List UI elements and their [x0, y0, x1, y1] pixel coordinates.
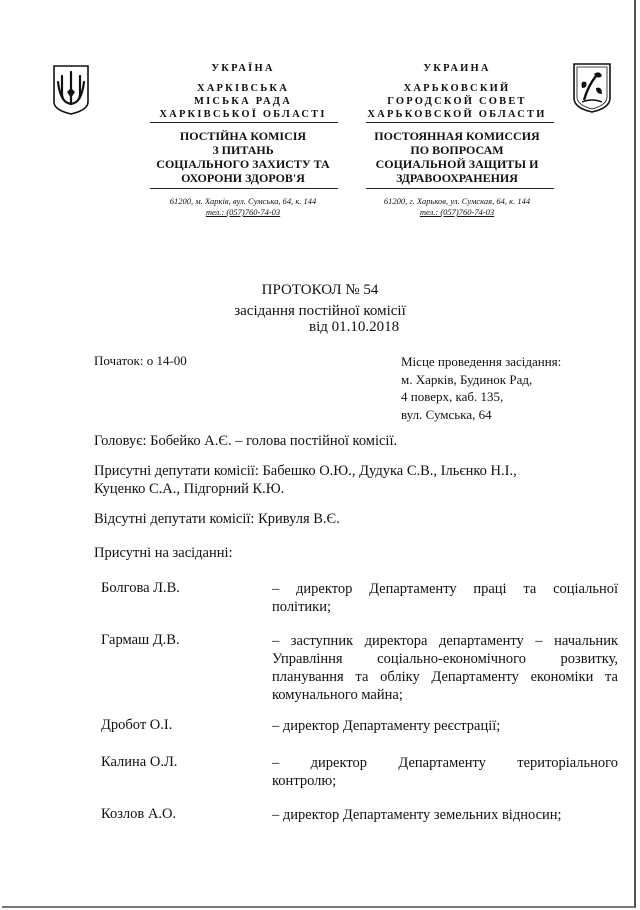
attendee-role-line: контролю; — [272, 773, 337, 789]
meeting-place-line: вул. Сумська, 64 — [401, 406, 492, 422]
attendee-role-line: планування та обліку Департаменту економіки та — [272, 669, 618, 685]
header-ru-commission-1: ПОСТОЯННАЯ КОМИССИЯ — [374, 129, 540, 143]
attendee-role-line: Управління соціально-економічного розвитку, — [272, 651, 618, 667]
header-ua-commission-3: СОЦІАЛЬНОГО ЗАХИСТУ ТА — [156, 157, 330, 171]
present-deputies-line: Присутні депутати комісії: Бабешко О.Ю., Дудука С.В., Ільєнко Н.І., — [94, 463, 517, 479]
kharkiv-emblem-icon — [572, 62, 612, 119]
attendee-role — [272, 717, 618, 735]
header-ru-country: УКРАИНА — [423, 63, 491, 74]
attendee-name: Болгова Л.В. — [101, 580, 180, 596]
attendee-role-line: – заступник директора департаменту – начальник — [272, 633, 618, 649]
header-ru-divider-2 — [366, 188, 554, 189]
attendee-role — [272, 806, 618, 824]
present-deputies-line: Куценко С.А., Підгорний К.Ю. — [94, 481, 285, 497]
header-ru-council-2: ГОРОДСКОЙ СОВЕТ — [387, 96, 527, 107]
header-ua-commission-4: ОХОРОНИ ЗДОРОВ'Я — [181, 171, 305, 185]
absent-deputies: Відсутні депутати комісії: Кривуля В.Є. — [94, 511, 340, 527]
header-ua-address: 61200, м. Харків, вул. Сумська, 64, к. 144 — [169, 196, 317, 206]
protocol-date: від 01.10.2018 — [309, 319, 400, 335]
header-ua-divider-1 — [150, 122, 338, 123]
trident-emblem-icon — [52, 64, 90, 121]
header-ru-address: 61200, г. Харьков, ул. Сумская, 64, к. 144 — [383, 196, 531, 206]
header-ru-divider-1 — [366, 122, 554, 123]
present-deputies — [94, 462, 624, 498]
header-ru-commission-4: ЗДРАВООХРАНЕНИЯ — [396, 171, 518, 185]
header-ua-country: УКРАЇНА — [211, 63, 275, 74]
attendee-role-line: комунального майна; — [272, 687, 403, 703]
attendee-role-line: – директор Департаменту реєстрації; — [272, 718, 501, 734]
attendee-role — [272, 580, 618, 616]
protocol-subtitle: засідання постійної комісії — [234, 303, 406, 319]
header-ua-council-3: ХАРКІВСЬКОЇ ОБЛАСТІ — [159, 109, 327, 120]
attendee-role — [272, 632, 618, 704]
header-ua-council-1: ХАРКІВСЬКА — [196, 83, 289, 94]
header-ua-divider-2 — [150, 188, 338, 189]
header-ru-council-3: ХАРЬКОВСКОЙ ОБЛАСТИ — [367, 109, 547, 120]
header-ua-phone: тел.: (057)760-74-03 — [205, 207, 281, 217]
meeting-place — [401, 353, 561, 423]
attendee-name: Козлов А.О. — [101, 806, 177, 822]
attendee-role-line: – директор Департаменту праці та соціальної — [272, 581, 618, 597]
chair-line: Головує: Бобейко А.Є. – голова постійної комісії. — [94, 433, 398, 449]
attendee-name: Калина О.Л. — [101, 754, 178, 770]
header-ru-commission-2: ПО ВОПРОСАМ — [410, 143, 504, 157]
present-label: Присутні на засіданні: — [94, 545, 233, 561]
attendee-role-line: – директор Департаменту земельних відносин; — [272, 807, 562, 823]
header-ru-commission-3: СОЦИАЛЬНОЙ ЗАЩИТЫ И — [375, 157, 539, 171]
meeting-place-line: Місце проведення засідання: — [401, 354, 562, 369]
attendee-role — [272, 754, 618, 790]
meeting-place-line: 4 поверх, каб. 135, — [401, 389, 504, 404]
header-ru-council-1: ХАРЬКОВСКИЙ — [403, 83, 511, 94]
attendee-name: Гармаш Д.В. — [101, 632, 180, 648]
protocol-title: ПРОТОКОЛ № 54 — [261, 282, 379, 298]
header-ua-commission-1: ПОСТІЙНА КОМІСІЯ — [179, 129, 307, 143]
meeting-start: Початок: о 14-00 — [94, 353, 187, 368]
attendee-role-line: – директор Департаменту територіального — [272, 755, 618, 771]
header-ua-commission-2: З ПИТАНЬ — [212, 143, 274, 157]
attendee-role-line: політики; — [272, 599, 332, 615]
meeting-place-line: м. Харків, Будинок Рад, — [401, 371, 533, 387]
attendee-name: Дробот О.І. — [101, 717, 173, 733]
header-ru-phone: тел.: (057)760-74-03 — [419, 207, 495, 217]
header-ua-council-2: МІСЬКА РАДА — [193, 96, 292, 107]
